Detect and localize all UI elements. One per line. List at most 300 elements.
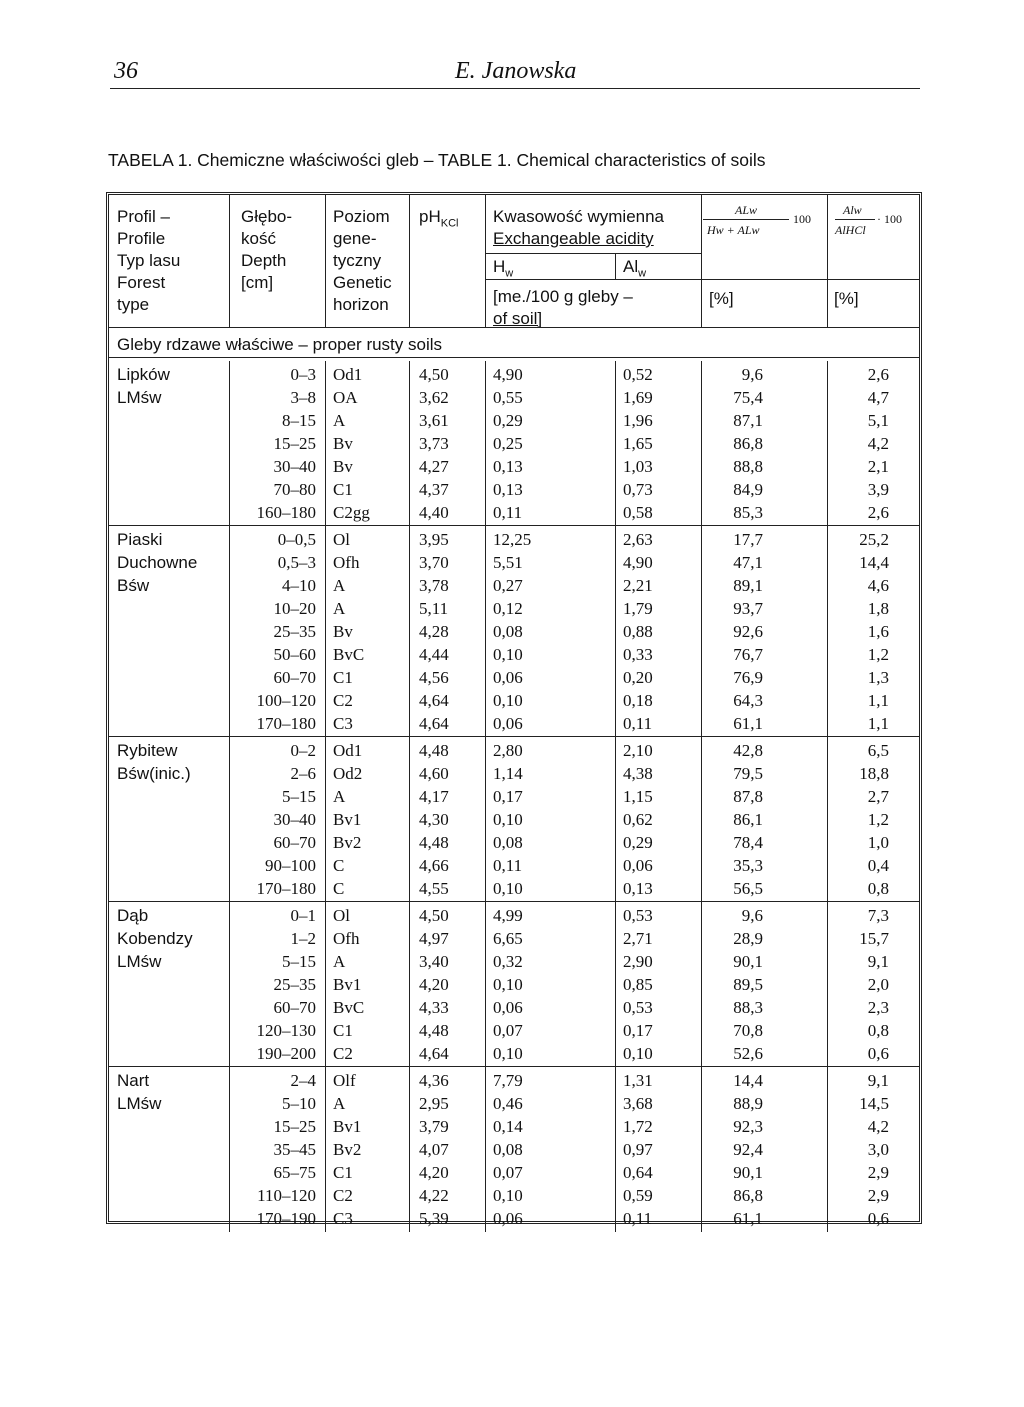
- column-rule: [701, 361, 702, 526]
- table-cell: 88,8: [733, 457, 763, 476]
- table-cell: 4,44: [419, 645, 449, 664]
- table-cell: C1: [333, 1021, 353, 1040]
- table-cell: 35–45: [273, 1140, 316, 1159]
- table-cell: 7,3: [867, 906, 889, 925]
- table-cell: 4,20: [419, 975, 449, 994]
- table-cell: 90,1: [733, 952, 763, 971]
- column-rule: [229, 526, 230, 737]
- table-cell: 4,6: [867, 576, 889, 595]
- table-cell: 170–190: [256, 1209, 316, 1228]
- table-cell: 0,32: [493, 952, 523, 971]
- table-cell: 0,64: [623, 1163, 653, 1182]
- column-rule: [325, 526, 326, 737]
- table-cell: 0,11: [623, 714, 653, 733]
- table-cell: 4,60: [419, 764, 449, 783]
- table-cell: 1,2: [867, 810, 889, 829]
- table-cell: 4,28: [419, 622, 449, 641]
- column-rule: [827, 1067, 828, 1232]
- header-col-divider-3: [409, 195, 410, 327]
- table-cell: 4,7: [867, 388, 889, 407]
- header-profile-line-1: Profil –: [117, 207, 170, 226]
- column-rule: [827, 902, 828, 1067]
- section-title: Gleby rdzawe właściwe – proper rusty soils: [117, 335, 443, 354]
- acidity-symbol-rule: [485, 279, 701, 280]
- group-separator-rule: [109, 525, 919, 526]
- table-cell: 100–120: [256, 691, 316, 710]
- header-col-divider-1: [229, 195, 230, 327]
- table-cell: C1: [333, 1163, 353, 1182]
- table-cell: 3–8: [290, 388, 316, 407]
- table-cell: 0–1: [290, 906, 316, 925]
- table-cell: 5–10: [282, 1094, 316, 1113]
- table-cell: Bv: [333, 434, 353, 453]
- table-cell: 4,07: [419, 1140, 449, 1159]
- table-cell: 9,1: [867, 1071, 889, 1090]
- table-cell: Ol: [333, 530, 350, 549]
- table-cell: 3,73: [419, 434, 449, 453]
- table-cell: 1,3: [867, 668, 889, 687]
- table-cell: 190–200: [256, 1044, 316, 1063]
- table-cell: A: [333, 787, 346, 806]
- table-cell: 3,62: [419, 388, 449, 407]
- table-cell: 3,0: [867, 1140, 889, 1159]
- table-cell: C3: [333, 1209, 353, 1228]
- ph-subscript: KCl: [440, 217, 459, 230]
- table-cell: 4,90: [493, 365, 523, 384]
- table-cell: 79,5: [733, 764, 763, 783]
- table-cell: 93,7: [733, 599, 763, 618]
- group-separator-rule: [109, 901, 919, 902]
- table-cell: Ol: [333, 906, 350, 925]
- ratio1-denominator: Hw + ALw: [707, 223, 760, 237]
- table-cell: 4,27: [419, 457, 449, 476]
- table-cell: 4,55: [419, 879, 449, 898]
- table-cell: 1,31: [623, 1071, 653, 1090]
- table-cell: 4,64: [419, 691, 449, 710]
- table-cell: 2,3: [867, 998, 889, 1017]
- table-cell: 0,46: [493, 1094, 523, 1113]
- table-cell: 15–25: [273, 1117, 316, 1136]
- table-cell: 4,20: [419, 1163, 449, 1182]
- table-cell: 4,2: [867, 434, 889, 453]
- table-cell: 14,4: [859, 553, 889, 572]
- table-cell: A: [333, 599, 346, 618]
- ratio2-factor: · 100: [877, 212, 902, 226]
- table-cell: 76,9: [733, 668, 763, 687]
- table-cell: 15–25: [273, 434, 316, 453]
- table-cell: Ofh: [333, 929, 360, 948]
- column-rule: [409, 902, 410, 1067]
- table-cell: 75,4: [733, 388, 763, 407]
- table-cell: 5–15: [282, 787, 316, 806]
- header-acidity-en: Exchangeable acidity: [493, 229, 654, 248]
- table-cell: A: [333, 411, 346, 430]
- profile-name-line: LMśw: [117, 952, 162, 971]
- header-col-divider-5: [701, 195, 702, 327]
- table-cell: 1,6: [867, 622, 889, 641]
- table-cell: 76,7: [733, 645, 763, 664]
- table-cell: 1,03: [623, 457, 653, 476]
- table-cell: 56,5: [733, 879, 763, 898]
- table-cell: 10–20: [273, 599, 316, 618]
- table-cell: 1,15: [623, 787, 653, 806]
- profile-name-line: Bśw(inic.): [117, 764, 191, 783]
- chemical-characteristics-table: [106, 192, 922, 1228]
- table-cell: 0,10: [493, 810, 523, 829]
- header-depth-line-3: Depth: [241, 251, 287, 270]
- table-cell: 2,7: [867, 787, 889, 806]
- table-cell: 92,3: [733, 1117, 763, 1136]
- header-ph: [419, 207, 458, 233]
- table-cell: 0–3: [290, 365, 316, 384]
- ratio2-denominator: AlHCl: [835, 223, 866, 237]
- table-cell: 170–180: [256, 714, 316, 733]
- table-cell: 84,9: [733, 480, 763, 499]
- table-cell: Bv: [333, 457, 353, 476]
- table-cell: 0,29: [623, 833, 653, 852]
- table-cell: 3,40: [419, 952, 449, 971]
- table-cell: A: [333, 576, 346, 595]
- table-cell: 9,1: [867, 952, 889, 971]
- table-cell: 2,10: [623, 741, 653, 760]
- column-rule: [229, 1067, 230, 1232]
- table-cell: 2,6: [867, 503, 889, 522]
- column-rule: [409, 526, 410, 737]
- table-cell: 4,38: [623, 764, 653, 783]
- table-cell: 0,33: [623, 645, 653, 664]
- table-cell: 4,64: [419, 714, 449, 733]
- table-cell: 3,79: [419, 1117, 449, 1136]
- table-cell: 0,11: [623, 1209, 653, 1228]
- column-rule: [827, 361, 828, 526]
- table-cell: 64,3: [733, 691, 763, 710]
- profile-name-line: LMśw: [117, 1094, 162, 1113]
- column-rule: [229, 737, 230, 902]
- table-cell: 0,06: [623, 856, 653, 875]
- table-cell: 5–15: [282, 952, 316, 971]
- table-cell: 1,96: [623, 411, 653, 430]
- table-cell: C: [333, 879, 345, 898]
- table-cell: 2,9: [867, 1186, 889, 1205]
- table-cell: Ofh: [333, 553, 360, 572]
- table-cell: 2–4: [290, 1071, 316, 1090]
- table-cell: BvC: [333, 645, 365, 664]
- column-rule: [701, 526, 702, 737]
- table-cell: 25,2: [859, 530, 889, 549]
- table-cell: 0,10: [493, 879, 523, 898]
- header-horizon-line-4: Genetic: [333, 273, 392, 292]
- table-cell: 0,13: [493, 457, 523, 476]
- column-rule: [229, 902, 230, 1067]
- table-cell: 4,36: [419, 1071, 449, 1090]
- table-cell: 0,10: [493, 975, 523, 994]
- table-cell: 3,61: [419, 411, 449, 430]
- table-cell: 90–100: [265, 856, 316, 875]
- table-caption: TABELA 1. Chemiczne właściwości gleb – TABLE 1. Chemical characteristics of soils: [108, 150, 766, 170]
- table-cell: 1,14: [493, 764, 523, 783]
- table-cell: 0,4: [867, 856, 889, 875]
- ratio1-fraction-bar: [703, 219, 789, 220]
- table-cell: 50–60: [273, 645, 316, 664]
- column-rule: [325, 902, 326, 1067]
- table-cell: 1,2: [867, 645, 889, 664]
- table-cell: 4,2: [867, 1117, 889, 1136]
- header-unit-line-1: [me./100 g gleby –: [493, 287, 633, 306]
- table-cell: 52,6: [733, 1044, 763, 1063]
- table-cell: 0,53: [623, 906, 653, 925]
- table-cell: 0,11: [493, 503, 523, 522]
- table-cell: 87,8: [733, 787, 763, 806]
- group-separator-rule: [109, 1066, 919, 1067]
- table-cell: 0,8: [867, 879, 889, 898]
- table-cell: 0,12: [493, 599, 523, 618]
- table-cell: 0,8: [867, 1021, 889, 1040]
- table-cell: 4,56: [419, 668, 449, 687]
- table-cell: 14,5: [859, 1094, 889, 1113]
- header-col-divider-2: [325, 195, 326, 327]
- table-cell: 25–35: [273, 975, 316, 994]
- table-cell: C2: [333, 1044, 353, 1063]
- table-cell: 0,06: [493, 714, 523, 733]
- table-cell: 0,07: [493, 1021, 523, 1040]
- table-cell: 4–10: [282, 576, 316, 595]
- ratio2-fraction-bar: [835, 219, 875, 220]
- table-cell: 1,0: [867, 833, 889, 852]
- header-col-divider-4: [485, 195, 486, 327]
- table-cell: 0,59: [623, 1186, 653, 1205]
- table-cell: 42,8: [733, 741, 763, 760]
- header-profile-line-5: type: [117, 295, 150, 314]
- table-cell: 5,1: [867, 411, 889, 430]
- table-cell: 0,14: [493, 1117, 523, 1136]
- table-cell: 120–130: [256, 1021, 316, 1040]
- table-cell: 3,68: [623, 1094, 653, 1113]
- table-cell: 60–70: [273, 998, 316, 1017]
- table-cell: 7,79: [493, 1071, 523, 1090]
- table-cell: 25–35: [273, 622, 316, 641]
- author-name: E. Janowska: [455, 58, 577, 84]
- table-cell: Od1: [333, 741, 363, 760]
- running-head: [110, 58, 920, 89]
- header-depth-line-1: Głębo-: [241, 207, 293, 226]
- table-cell: 2,63: [623, 530, 653, 549]
- table-cell: 4,33: [419, 998, 449, 1017]
- table-cell: 60–70: [273, 668, 316, 687]
- table-cell: 1,65: [623, 434, 653, 453]
- ratio2-numerator: Alw: [843, 203, 862, 217]
- ratio1-numerator: ALw: [735, 203, 758, 217]
- table-cell: 4,50: [419, 365, 449, 384]
- table-cell: 92,6: [733, 622, 763, 641]
- table-cell: 3,70: [419, 553, 449, 572]
- table-cell: C2gg: [333, 503, 370, 522]
- table-cell: Bv: [333, 622, 353, 641]
- table-cell: 0,52: [623, 365, 653, 384]
- table-cell: 0,73: [623, 480, 653, 499]
- column-rule: [325, 361, 326, 526]
- table-cell: 0–2: [290, 741, 316, 760]
- table-cell: 0,13: [623, 879, 653, 898]
- alw-label: Al: [623, 257, 639, 276]
- column-rule: [409, 361, 410, 526]
- table-cell: 2,1: [867, 457, 889, 476]
- table-cell: 89,1: [733, 576, 763, 595]
- column-rule: [485, 737, 486, 902]
- table-cell: 17,7: [733, 530, 763, 549]
- table-cell: 0,55: [493, 388, 523, 407]
- table-cell: 0,13: [493, 480, 523, 499]
- table-cell: C2: [333, 691, 353, 710]
- table-cell: Bv1: [333, 1117, 362, 1136]
- table-cell: 4,66: [419, 856, 449, 875]
- table-cell: 3,9: [867, 480, 889, 499]
- header-profile-line-3: Typ lasu: [117, 251, 181, 270]
- ratio1-factor: 100: [793, 212, 811, 226]
- table-cell: 12,25: [493, 530, 532, 549]
- header-acidity-pl: Kwasowość wymienna: [493, 207, 665, 226]
- table-cell: 15,7: [859, 929, 889, 948]
- table-cell: 35,3: [733, 856, 763, 875]
- table-cell: 0,25: [493, 434, 523, 453]
- ratio1-unit: [%]: [709, 289, 734, 308]
- table-cell: 65–75: [273, 1163, 316, 1182]
- table-cell: 0,6: [867, 1044, 889, 1063]
- table-cell: Bv2: [333, 833, 362, 852]
- header-horizon-line-5: horizon: [333, 295, 389, 314]
- table-cell: 2,80: [493, 741, 523, 760]
- table-cell: Od1: [333, 365, 363, 384]
- profile-name-line: Nart: [117, 1071, 150, 1090]
- table-cell: 4,22: [419, 1186, 449, 1205]
- table-cell: 5,11: [419, 599, 449, 618]
- table-cell: 92,4: [733, 1140, 763, 1159]
- header-horizon-line-2: gene-: [333, 229, 377, 248]
- table-cell: Bv1: [333, 975, 362, 994]
- table-cell: 0,17: [493, 787, 523, 806]
- column-rule: [615, 1067, 616, 1232]
- header-bottom-rule: [109, 327, 919, 328]
- table-cell: 2,21: [623, 576, 653, 595]
- table-cell: C1: [333, 480, 353, 499]
- hw-label: H: [493, 257, 506, 276]
- column-rule: [701, 737, 702, 902]
- table-cell: 14,4: [733, 1071, 763, 1090]
- table-cell: 1–2: [290, 929, 316, 948]
- table-cell: 4,99: [493, 906, 523, 925]
- table-cell: A: [333, 1094, 346, 1113]
- column-rule: [409, 1067, 410, 1232]
- table-cell: 6,65: [493, 929, 523, 948]
- table-cell: 0–0,5: [277, 530, 316, 549]
- table-cell: 2,90: [623, 952, 653, 971]
- table-cell: 0,5–3: [277, 553, 316, 572]
- ratio2-unit: [%]: [834, 289, 859, 308]
- table-cell: 4,17: [419, 787, 449, 806]
- table-cell: 170–180: [256, 879, 316, 898]
- table-cell: 0,08: [493, 833, 523, 852]
- alw-subscript: w: [638, 267, 647, 280]
- table-cell: 2,6: [867, 365, 889, 384]
- column-rule: [701, 902, 702, 1067]
- table-cell: 0,29: [493, 411, 523, 430]
- table-cell: 86,8: [733, 434, 763, 453]
- table-cell: C: [333, 856, 345, 875]
- table-cell: 8–15: [282, 411, 316, 430]
- table-cell: 86,8: [733, 1186, 763, 1205]
- table-cell: A: [333, 952, 346, 971]
- column-rule: [615, 526, 616, 737]
- profile-name-line: Duchowne: [117, 553, 198, 572]
- table-cell: C1: [333, 668, 353, 687]
- table-cell: 0,10: [623, 1044, 653, 1063]
- table-cell: OA: [333, 388, 358, 407]
- profile-name-line: LMśw: [117, 388, 162, 407]
- column-rule: [485, 1067, 486, 1232]
- table-cell: 0,11: [493, 856, 523, 875]
- table-cell: 47,1: [733, 553, 763, 572]
- table-cell: 0,27: [493, 576, 523, 595]
- table-cell: 0,62: [623, 810, 653, 829]
- table-cell: 86,1: [733, 810, 763, 829]
- table-cell: 1,79: [623, 599, 653, 618]
- table-cell: 0,88: [623, 622, 653, 641]
- table-cell: 2–6: [290, 764, 316, 783]
- table-cell: 2,95: [419, 1094, 449, 1113]
- table-cell: 0,08: [493, 622, 523, 641]
- table-cell: BvC: [333, 998, 365, 1017]
- table-cell: 1,8: [867, 599, 889, 618]
- table-cell: 5,39: [419, 1209, 449, 1228]
- profile-name-line: Dąb: [117, 906, 149, 925]
- column-rule: [827, 737, 828, 902]
- table-cell: 0,85: [623, 975, 653, 994]
- table-cell: Bv1: [333, 810, 362, 829]
- table-cell: Olf: [333, 1071, 356, 1090]
- table-cell: 0,07: [493, 1163, 523, 1182]
- header-hw-alw-divider: [615, 253, 616, 279]
- ph-label: pH: [419, 207, 441, 226]
- column-rule: [485, 902, 486, 1067]
- table-cell: 4,40: [419, 503, 449, 522]
- profile-name-line: Piaski: [117, 530, 163, 549]
- header-horizon-line-3: tyczny: [333, 251, 382, 270]
- table-cell: 0,06: [493, 668, 523, 687]
- table-cell: 90,1: [733, 1163, 763, 1182]
- column-rule: [485, 361, 486, 526]
- table-cell: 0,53: [623, 998, 653, 1017]
- table-cell: 0,06: [493, 1209, 523, 1228]
- header-profile-line-4: Forest: [117, 273, 166, 292]
- ratio-unit-rule: [701, 279, 919, 280]
- table-cell: 3,78: [419, 576, 449, 595]
- table-cell: 61,1: [733, 714, 763, 733]
- table-cell: 88,3: [733, 998, 763, 1017]
- column-rule: [325, 737, 326, 902]
- profile-name-line: Bśw: [117, 576, 150, 595]
- table-cell: 9,6: [741, 365, 763, 384]
- column-rule: [827, 526, 828, 737]
- table-cell: 4,50: [419, 906, 449, 925]
- column-rule: [325, 1067, 326, 1232]
- table-cell: 4,64: [419, 1044, 449, 1063]
- table-cell: 30–40: [273, 457, 316, 476]
- table-cell: 4,48: [419, 833, 449, 852]
- table-cell: 0,06: [493, 998, 523, 1017]
- header-depth-line-2: kość: [241, 229, 276, 248]
- profile-name-line: Kobendzy: [117, 929, 193, 948]
- column-rule: [229, 361, 230, 526]
- header-depth-line-4: [cm]: [241, 273, 274, 292]
